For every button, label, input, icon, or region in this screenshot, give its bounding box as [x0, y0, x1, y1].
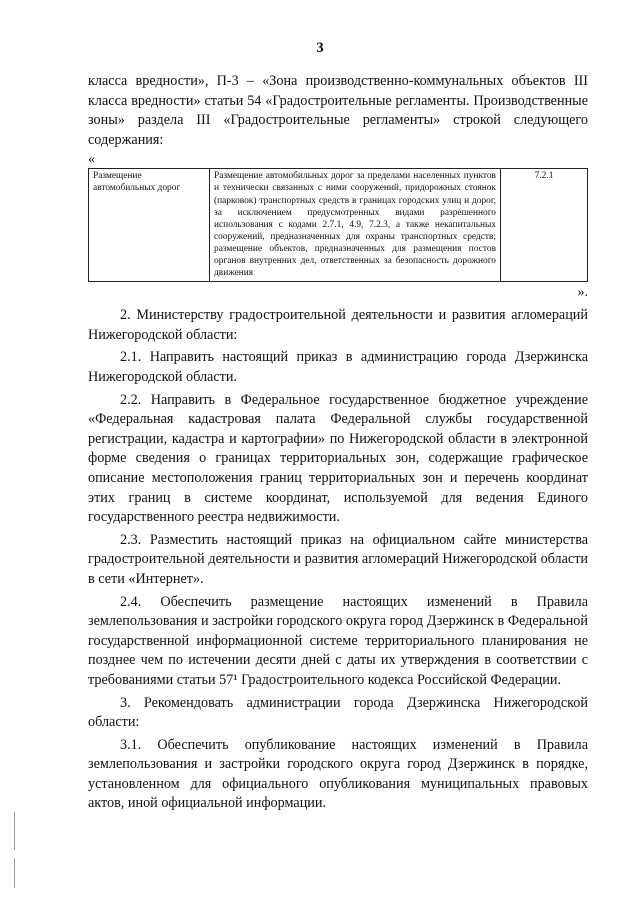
document-body [88, 72, 588, 814]
table-row [89, 169, 588, 282]
intro-paragraph: класса вредности», П-3 – «Зона производственно-коммунальных объектов III класса вредности» статьи 54 «Градостроительные регламенты. Производственные зоны» раздела III «Градостроительные регламенты» строкой следующего содержания: [88, 73, 588, 148]
use-type-name-cell: Размещение автомобильных дорог [89, 169, 210, 282]
quote-close-mark: ». [577, 285, 588, 301]
paragraph-2-4: 2.4. Обеспечить размещение настоящих изменений в Правила землепользования и застройки городского округа город Дзержинск в Федеральной государственной информационной системе территориального планирования не позднее чем по истечении десяти дней с даты их утверждения в соответствии с требованиями статьи 57¹ Градостроительного кодекса Российской Федерации. [88, 593, 588, 688]
paragraph-3-1: 3.1. Обеспечить опубликование настоящих изменений в Правила землепользования и застройки городского округа город Дзержинск в порядке, установленном для официального опубликования муниципальных правовых актов, иной официальной информации. [88, 736, 588, 812]
quote-open-mark: « [88, 152, 95, 168]
paragraph-2-2: 2.2. Направить в Федеральное государственное бюджетное учреждение «Федеральная кадастровая палата Федеральной службы государственной регистрации, кадастра и картографии» по Нижегородской области в электронной форме сведения о границах территориальных зон, содержащие графическое описание местоположения границ территориальных зон и перечень координат этих границ в системе координат, используемой для ведения Единого государственного реестра недвижимости. [88, 391, 588, 526]
page-number: 3 [316, 40, 324, 56]
use-type-description-cell: Размещение автомобильных дорог за пределами населенных пунктов и технически связанных с ними сооружений, придорожных стоянок (парковок) транспортных средств в границах городских улиц и дорог, за исключением предусмотренных видами разрешенного использования с кодами 2.7.1, 4.9, 7.2.3, а также некапитальных сооружений, предназначенных для охраны транспортных средств; размещение объектов, предназначенных для размещения постов органов внутренних дел, ответственных за безопасность дорожного движения [210, 169, 501, 282]
scan-edge-line [14, 812, 15, 850]
regulation-table [88, 168, 588, 282]
paragraph-2: 2. Министерству градостроительной деятельности и развития агломераций Нижегородской области: [88, 307, 588, 343]
paragraph-2-3: 2.3. Разместить настоящий приказ на официальном сайте министерства градостроительной деятельности и развития агломераций Нижегородской области в сети «Интернет». [88, 531, 588, 587]
scan-edge-line-lower [14, 858, 15, 888]
paragraph-3: 3. Рекомендовать администрации города Дзержинска Нижегородской области: [88, 694, 588, 731]
use-type-code-cell: 7.2.1 [501, 169, 588, 282]
paragraph-2-1: 2.1. Направить настоящий приказ в администрацию города Дзержинска Нижегородской области. [88, 349, 588, 385]
